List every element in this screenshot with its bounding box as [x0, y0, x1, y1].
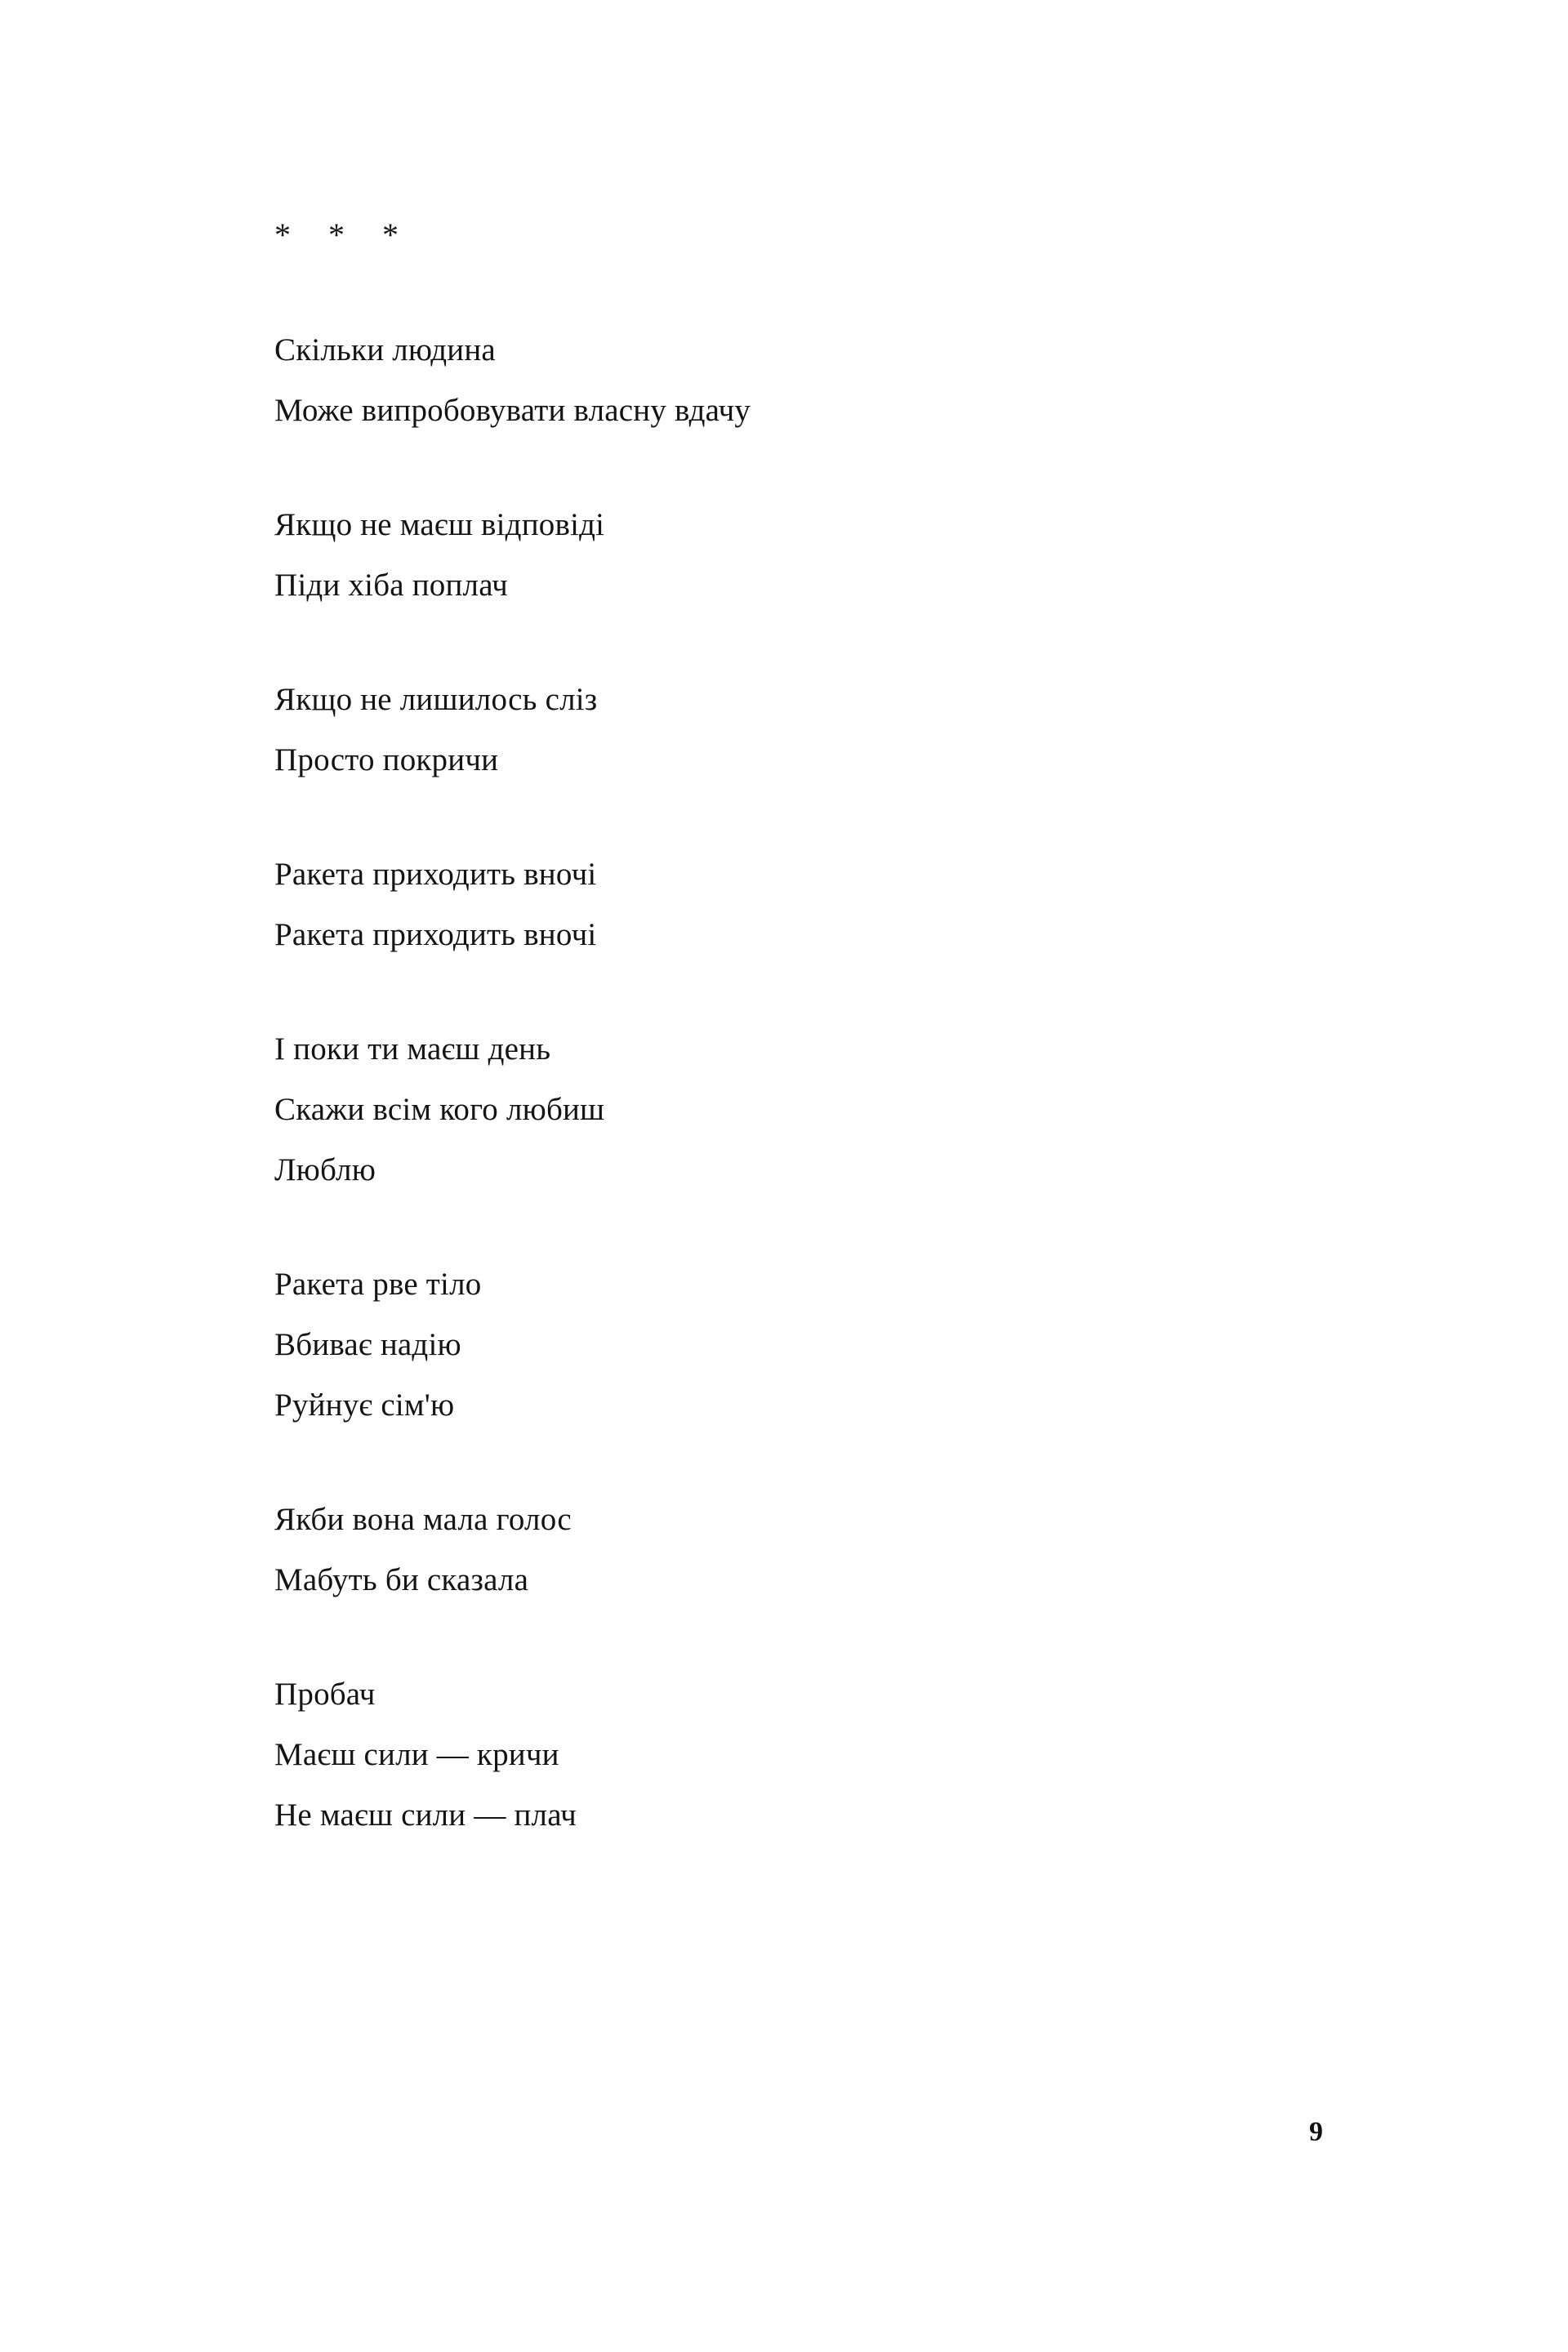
stanza	[274, 320, 1254, 441]
stanza	[274, 495, 1254, 616]
poem-line: Ракета приходить вночі	[274, 857, 597, 892]
poem-line: Руйнує сім'ю	[274, 1388, 455, 1423]
poem-line: Пробач	[274, 1677, 376, 1712]
poem-separator: * * *	[274, 216, 413, 253]
stanza	[274, 1254, 1254, 1436]
stanza	[274, 1664, 1254, 1846]
poem-line: Піди хіба поплач	[274, 568, 508, 603]
poem-line: Якби вона мала голос	[274, 1502, 572, 1537]
poem-line: Мабуть би сказала	[274, 1562, 529, 1597]
poem-line: Ракета рве тіло	[274, 1267, 482, 1302]
page-number: 9	[1309, 2117, 1323, 2147]
poem-line: І поки ти маєш день	[274, 1031, 551, 1067]
poem-line: Люблю	[274, 1152, 376, 1187]
stanza	[274, 1490, 1254, 1610]
poem-line: Може випробовувати власну вдачу	[274, 393, 751, 428]
poem-body	[274, 216, 1254, 1846]
poem-line: Якщо не лишилось сліз	[274, 682, 598, 717]
stanza	[274, 1019, 1254, 1200]
poem-line: Скажи всім кого любиш	[274, 1092, 605, 1127]
poem-line: Скільки людина	[274, 332, 496, 368]
poem-line: Якщо не маєш відповіді	[274, 507, 605, 542]
poem-line: Просто покричи	[274, 742, 499, 777]
poem-line: Вбиває надію	[274, 1327, 461, 1362]
stanza	[274, 844, 1254, 965]
poem-line: Не маєш сили — плач	[274, 1797, 577, 1833]
stanza	[274, 670, 1254, 791]
poem-line: Маєш сили — кричи	[274, 1737, 559, 1772]
poem-line: Ракета приходить вночі	[274, 917, 597, 952]
